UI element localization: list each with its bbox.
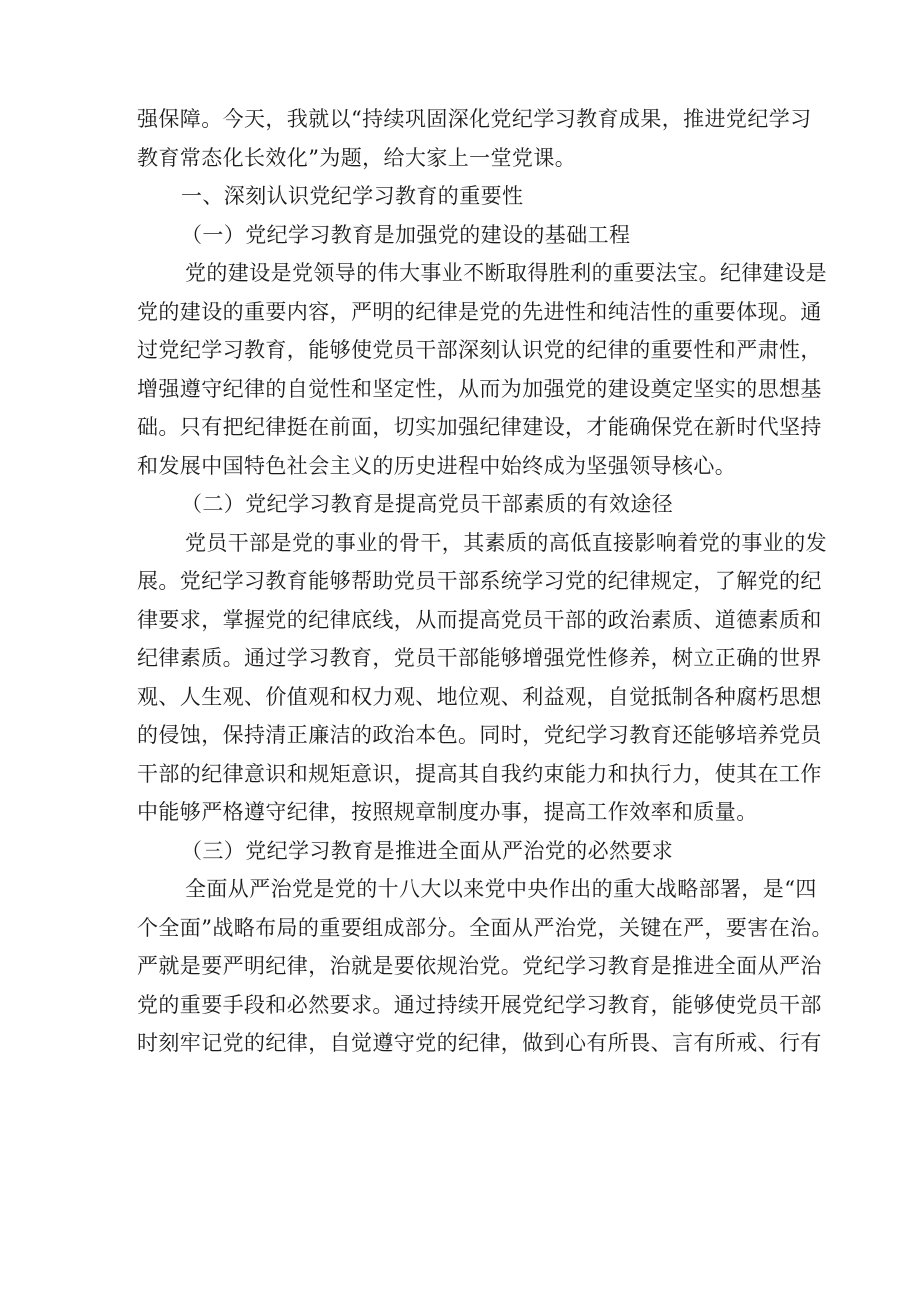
subsection-heading: （二）党纪学习教育是提高党员干部素质的有效途径 <box>181 492 674 516</box>
paragraph-first-line: 党员干部是党的事业的骨干，其素质的高低直接影响着党的事业的发 <box>185 530 827 555</box>
body-line: 律要求，掌握党的纪律底线，从而提高党员干部的政治素质、道德素质和 <box>137 607 822 632</box>
body-line: 过党纪学习教育，能够使党员干部深刻认识党的纪律的重要性和严肃性， <box>137 338 822 362</box>
body-line: 纪律素质。通过学习教育，党员干部能够增强党性修养，树立正确的世界 <box>137 646 822 670</box>
body-line: 时刻牢记党的纪律，自觉遵守党的纪律，做到心有所畏、言有所戒、行有 <box>137 1031 822 1055</box>
body-line: 观、人生观、价值观和权力观、地位观、利益观，自觉抵制各种腐朽思想 <box>137 684 822 709</box>
paragraph-first-line: 全面从严治党是党的十八大以来党中央作出的重大战略部署，是“四 <box>185 877 817 901</box>
body-line: 强保障。今天，我就以“持续巩固深化党纪学习教育成果，推进党纪学习 <box>137 107 812 131</box>
body-line: 党的重要手段和必然要求。通过持续开展党纪学习教育，能够使党员干部 <box>137 992 822 1017</box>
body-line: 干部的纪律意识和规矩意识，提高其自我约束能力和执行力，使其在工作 <box>137 761 822 786</box>
body-line: 的侵蚀，保持清正廉洁的政治本色。同时，党纪学习教育还能够培养党员 <box>137 723 822 747</box>
body-line: 严就是要严明纪律，治就是要依规治党。党纪学习教育是推进全面从严治 <box>137 954 822 978</box>
body-line: 增强遵守纪律的自觉性和坚定性，从而为加强党的建设奠定坚实的思想基 <box>137 376 822 401</box>
body-line: 础。只有把纪律挺在前面，切实加强纪律建设，才能确保党在新时代坚持 <box>137 415 822 439</box>
body-line: 和发展中国特色社会主义的历史进程中始终成为坚强领导核心。 <box>137 453 737 478</box>
section-heading: 一、深刻认识党纪学习教育的重要性 <box>181 184 524 208</box>
body-line: 教育常态化长效化”为题，给大家上一堂党课。 <box>137 145 577 170</box>
body-line: 个全面”战略布局的重要组成部分。全面从严治党，关键在严，要害在治。 <box>137 915 833 940</box>
body-line: 展。党纪学习教育能够帮助党员干部系统学习党的纪律规定，了解党的纪 <box>137 569 822 593</box>
body-line: 党的建设的重要内容，严明的纪律是党的先进性和纯洁性的重要体现。通 <box>137 299 822 324</box>
paragraph-first-line: 党的建设是党领导的伟大事业不断取得胜利的重要法宝。纪律建设是 <box>185 261 827 285</box>
body-line: 中能够严格遵守纪律，按照规章制度办事，提高工作效率和质量。 <box>137 800 758 824</box>
subsection-heading: （三）党纪学习教育是推进全面从严治党的必然要求 <box>181 838 674 863</box>
subsection-heading: （一）党纪学习教育是加强党的建设的基础工程 <box>181 222 631 247</box>
document-body <box>137 100 833 1063</box>
